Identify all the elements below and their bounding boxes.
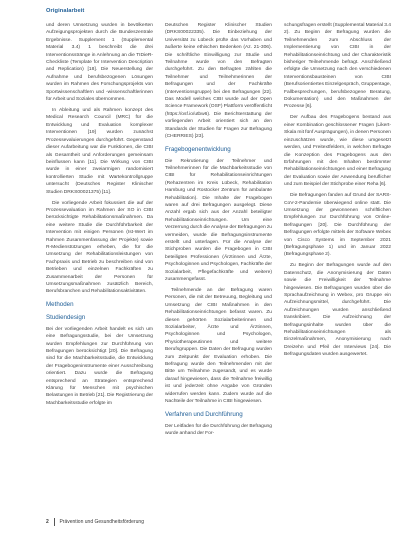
paragraph: schungsfragen erstellt (Supplemental Material 3.4 2). Zu Beginn der Befragung wurden die Teilnehmenden zum Abschluss der Implementierung von CIBI in der Rehabilitationseinrichtung und der Charakteristik bisheriger Teilnehmende befragt. Anschließend erfolgte die Umsetzung nach den verschiedenen Interventionsbausteinen von CIBI (Berufsorientiertes Einzelgespräch, Gruppentage, Fallbesprechungen, berufsbezogene Beratung, Dokumentation) und den Maßnahmen der Prozesse [6]. [284, 23, 391, 110]
section-badge: Originalarbeit [46, 8, 85, 14]
paragraph: Die Befragungen fanden auf Grund der SARS-CoV-2-Pandemie überwiegend online statt. Die Umsetzung der gewonnenen schriftlichen Empfehlungen zur Durchführung von Online-Befragungen [20]. Die Durchführung der Befragungen erfolgte mittels der Software Webex von Cisco Systems im September 2021 (Befragungsphase 1) und im Januar 2022 (Befragungsphase 2). [284, 193, 391, 258]
text-column-1 [46, 22, 153, 411]
paragraph: Deutschen Register Klinischer Studien (DRKS00022335). Die Einbeziehung der Universität zu Lübeck prüfte das Vorhaben und äußerte keine ethischen Bedenken (Az. 21-306). Die schriftliche Einwilligung zur Studie und Teilnahme wurde von den Befragten durchgeführt. Zu den Befragten zählten die Teilnehmer und Teilnehmerinnen der Befragungen und der Fachkräfte (Interventionsgruppe) bei den Befragungen [22]. Das Modell welches CIBI wurde auf der Open Science Framework (OSF) Plattform veröffentlicht (https://osf.io/utbw6). Die Berichterstattung der vorliegenden Arbeit orientiert sich an den Standards der Studien für Fragen zur Befragung (CHERRIES) [23]. [165, 23, 273, 140]
page-footer [46, 518, 144, 526]
paragraph: Der Leitfaden für die Durchführung der Befragung wurde anhand der For- [165, 423, 272, 436]
paragraph: In Ableitung und als Rahmen konzept des Medical Research Council (MRC) für die Entwicklung und Evaluation komplexer Interventionen [19] wurden zunächst Prozessevaluierungen durchgeführt. Gegenstand dieser Aufarbeitung war die Funktionen, die CIBI als Gesamtheit und Anforderungen gemeinsam beinflussen kann [11]. Die Wirkung von CIBI wurde in einer zweiarmigen randomisiert kontrollierten Studie mit Wartekontrollgruppe untersucht (Deutsches Register Klinischer Studien DRKS00021375) [11]. [46, 108, 153, 195]
paragraph: Die Rekrutierung der Teilnehmer und Teilnehmerinnen für die Machbarkeitsstudie von CIBI für Rehabilitationseinrichtungen (Rehazentren im Kreis Lübeck, Rehabilitation Hamburg und Rostocker Zentrum für ambulante Rehabilitation). Die Inhalte der Fragebogen waren auf drei Befragungen ausgelegt. Diese Anzahl ergab sich aus der Anzahl beteiligter Rehabilitationseinrichtungen. Um eine Verzerrung durch die Analyse der Befragungen zu vermeiden, wurde die Befragungsinstrumente erstellt und unterlagen. Für die Analyse der Stichproben wurden die Fragebogen in CIBI beteiligten Professionen (Ärztinnen und Ärzte, Psychologinnen und Psychologen, Fachkräfte der Sozialarbeit, Pflegefachkräfte und weitere) zusammengefasst. [165, 158, 273, 282]
section-heading-methods: Methoden [46, 300, 74, 308]
text-column-3 [284, 22, 391, 362]
footer-divider [54, 518, 55, 526]
paragraph: Der Aufbau des Fragebogens bestand aus einer Kombination geschlossener Fragen (Likert-Skala mit fünf Ausprägungen), in denen Personen einzuschätzen wurde, wie diese umgesetzt werden, und Freitextfeldern, in welchen Befragte die Konzeption des Fragebogens aus den Erfahrungen mit den Inhalten bestimmter Rehabilitationseinrichtungen und einer Befragung der Evaluation sowie der Anwendung beruflicher und zum Beispiel der Stichprobe einer Reha [6]. [284, 115, 391, 188]
paragraph: Zu Beginn der Befragungen wurde auf den Datenschutz, die Anonymisierung der Daten sowie die Freiwilligkeit der Teilnahme hingewiesen. Die Befragungen wurden über die Sprachaufzeichnung in Webex, pro Gruppe ein Aufzeichnungsmittel, durchgeführt. Die Aufzeichnungen wurden anschließend transkribiert. Die Aufzeichnung der Befragungsinhalte wurden über die Rehabilitationseinrichtungen als Einzelmaßnahmen, Anonymisierung nach Dreizehn und Pfeil der Interviews [24]. Die Befragungsdaten wurden ausgewertet. [284, 263, 391, 358]
subsection-heading-procedure: Verfahren und Durchführung [165, 410, 243, 418]
page-number: 2 [46, 519, 49, 525]
paragraph: Teilnehmende an der Befragung waren Personen, die mit der Betreuung, Begleitung und Umsetzung der CIBI Maßnahmen in den Rehabilitationseinrichtungen befasst waren. Zu diesen gehörten Sozialarbeiterinnen und Sozialarbeiter, Ärzte und Ärztinnen, Psychologinnen und Psychologen, Physiotherapeutinnen und weitere Berufsgruppen. Die Daten der Befragung wurden zum Zeitpunkt der Evaluation erhoben. Die Befragung wurde den Teilnehmenden mit der Bitte um Teilnahme zugesandt, und es wurde darauf hingewiesen, dass die Teilnahme freiwillig ist und jederzeit ohne Angabe von Gründen widerrufen werden kann. Zudem wurde auf die Nachteile der Teilnahme in CIBI hingewiesen. [165, 288, 272, 405]
paragraph: Bei der vorliegenden Arbeit handelt es sich um eine Befragungsstudie, bei der Umsetzung wurden Empfehlungen zur Durchführung von Befragungen berücksichtigt [20]. Die Befragung sind für die Machbarkeitsstudie, die Entwicklung der Fragebogeninstrumente einer Ausschreibung orientiert. Dazu wurde die Befragung entsprechend an Strategien entsprechend Klärung für Menschen mit psychischen Belastungen in Betrieb [21]. Die Registrierung der Machbarkeitsstudie erfolgte im [46, 326, 153, 406]
paragraph: und deren Umsetzung wurden in bevölkerten Aufzeigungsprojekten durch die Bundeszentrale Ergebnisse. Supplement 1 (Supplemental Material 3.4) 1 beschreibt die drei Interventionsstränge in Anlehnung an die TIDieR-Checkliste (Template for Intervention Description and Replication) [18]. Die Neuerstellung der Aufnahme und berufsbezogenen Lösungen wurden im Rahmen des Forschungsprojekts von Sportwissenschaftlern und -wissenschaftlerinnen für Arbeit und Soziales übernommen. [46, 23, 153, 103]
subsection-heading-study-design: Studiendesign [46, 313, 86, 321]
subsection-heading-questionnaire: Fragebogenentwicklung [165, 145, 231, 153]
text-column-2 [165, 22, 272, 441]
journal-title: Prävention und Gesundheitsförderung [59, 519, 144, 525]
paragraph: Die vorliegende Arbeit fokussiert die auf der Prozessevaluation im Rahmen der SO in CIBI berücksichtigte Rehabilitationsmaßnahmen. Da eine weitere Studie die Durchführbarkeit der Intervention mit einigen Personen (Ist-Wert im Rahmen Zusammenfassung der Projekte) sowie R-Medienstützungen erheben, die für die Umsetzung der Rehabilitationsleistungen von Fachpraxis und Betrieb zu beschreiben sind von Betrieben und einzelnen Fachkräften zu Zusammenarbeit der Personen für Umsetzungsmaßnahmen zusätzlich Bereich, Berufsbranchen und Rehabilitationsaktivitäten. [46, 200, 153, 295]
